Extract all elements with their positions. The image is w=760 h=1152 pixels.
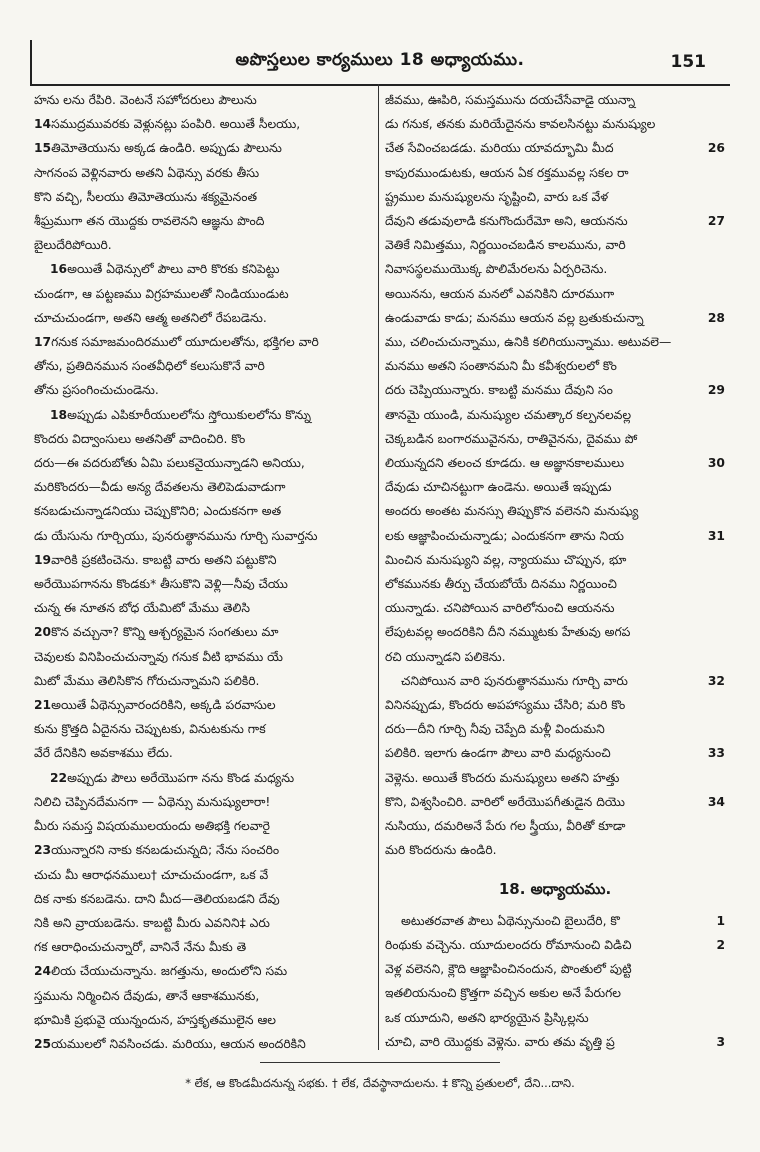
text-line [385,669,725,693]
verse-text: డు యేసును గూర్చియు, పునరుత్థానమును గూర్చి సువార్తను [34,528,318,543]
text-line [34,984,374,1008]
verse-number: 1 [716,913,725,928]
verse-text: వినినప్పుడు, కొందరు అపహాస్యము చేసిరి; మరి కొం [385,698,626,713]
text-line [34,209,374,233]
text-line [34,451,374,475]
verse-number: 32 [707,673,725,688]
text-line [34,233,374,257]
text-line [34,620,374,644]
text-line [34,814,374,838]
verse-number: 34 [707,794,725,809]
verse-text: అందరు అంతట మనస్సు తిప్పుకొన వలెనని మనుష్యు [385,504,639,519]
page-header [30,40,730,86]
verse-text: యములలో నివసించడు. మరియు, ఆయన అందరికిని [51,1036,306,1051]
text-line [34,112,374,136]
verse-text: నుసియు, దమరిఅనే పేరు గల స్త్రీయు, వీరితో కూడా [385,819,626,834]
text-line [34,354,374,378]
verse-text: జీవము, ఊపిరి, సమస్తమును దయచేసేవాడై యున్నా [385,93,636,107]
text-line [385,933,725,957]
verse-text: సాగనంప వెళ్లినవారు అతని ఏథెన్సు వరకు తీసు [34,165,260,180]
text-line [34,136,374,160]
text-line [385,620,725,644]
text-line [385,282,725,306]
verse-number: 25 [34,1036,52,1051]
verse-text: కాపురముండుటకు, ఆయన ఏక రక్తమువల్ల సకల రా [385,165,629,180]
text-line [385,427,725,451]
text-line [34,911,374,935]
verse-text: దిక నాకు కనబడెను. దాని మీద—తెలియబడని దేవు [34,891,280,906]
verse-text: వేరే దేనికిని అవకాశము లేదు. [34,746,173,761]
verse-text: మనము అతని సంతానమని మీ కవీశ్వరులలో కొం [385,359,617,374]
page-number: 151 [670,52,706,72]
verse-text: శీఘ్రముగా తన యొద్దకు రావలెనని ఆజ్ఞను పొంది [34,214,265,229]
text-line [34,282,374,306]
verse-number: 23 [34,843,52,858]
text-line [34,548,374,572]
text-line [34,790,374,814]
verse-text: ఇతలియనుంచి క్రొత్తగా వచ్చిన అకుల అనే పేరుగల [385,986,621,1001]
text-line [385,596,725,620]
text-line [385,257,725,281]
text-line [34,524,374,548]
text-line [385,403,725,427]
text-line [385,451,725,475]
text-line [34,693,374,717]
verse-text: తానమై యుండి, మనుష్యుల చమత్కార కల్పనలవల్ల [385,407,632,422]
text-line [34,427,374,451]
verse-number: 17 [34,335,52,350]
verse-text: భూమికి ప్రభువై యున్నందున, హస్తకృతములైన ఆల [34,1012,276,1027]
text-line [34,306,374,330]
text-line [385,209,725,233]
text-line [385,233,725,257]
verse-text: ఉండువాడు కాడు; మనము ఆయన వల్ల బ్రతుకుచున్నా [385,310,644,325]
verse-text: వెళ్లెను. అయితే కొందరు మనుష్యులు అతని హత్తు [385,770,620,785]
text-line [34,330,374,354]
verse-text: చుండగా, ఆ పట్టణము విగ్రహములతో నిండియుండుట [34,286,289,301]
verse-number: 14 [34,117,52,132]
verse-text: దేవుడు చూచినట్టుగా ఉండెను. అయితే ఇప్పుడు [385,480,612,495]
verse-text: వారికి ప్రకటించెను. కాబట్టి వారు అతని పట్టుకొని [51,552,277,567]
left-column [34,88,374,1056]
footnote: * లేక, ఆ కొండమీదనున్న సభకు. † లేక, దేవస్థానాదులను. ‡ కొన్ని ప్రతులలో, దేని...దాని. [185,1076,575,1090]
verse-text: ష్ట్రముల మనుష్యులను సృష్టించి, వారు ఒక వేళ [385,189,609,204]
verse-number: 19 [34,552,52,567]
chapter-heading: 18. అధ్యాయము. [498,879,612,898]
text-line [34,161,374,185]
verse-text: చెక్కబడిన బంగారమువైనను, రాతివైనను, దైవము పో [385,431,638,446]
verse-text: స్తమును నిర్మించిన దేవుడు, తానే ఆకాశమునకు, [34,988,260,1003]
text-line [385,161,725,185]
text-line [34,257,374,281]
verse-text: దరు—దీని గూర్చి నీవు చెప్పేది మళ్లీ విందుమని [385,722,605,737]
text-line [385,499,725,523]
verse-text: లోకమునకు తీర్పు చేయబోయే దినము నిర్ణయించి [385,577,617,592]
page-title: అపొస్తలుల కార్యములు 18 అధ్యాయము. [235,50,525,70]
verse-text: లియున్నదని తలంచ కూడదు. ఆ అజ్ఞానకాలములు [385,456,625,471]
verse-text: వెతికే నిమిత్తము, నిర్ణయించబడిన కాలమును, వారి [385,238,626,253]
verse-text: చూచుచుండగా, అతని ఆత్మ అతనిలో రేపబడెను. [34,310,267,325]
text-line [385,185,725,209]
text-line [34,766,374,790]
verse-text: అరేయొపగానను కొండకు* తీసుకొని వెళ్లి—నీవు చేయు [34,577,288,592]
text-line [34,378,374,402]
text-line [385,548,725,572]
verse-number: 18 [50,407,68,422]
verse-text: హను లను రేపిరి. వెంటనే సహోదరులు పౌలును [34,93,257,107]
verse-text: చూచి, వారి యొద్దకు వెళ్లెను. వారు తమ వృత్తి ప్ర [385,1034,615,1049]
verse-text: కొని వచ్చి, సీలయు తిమోతెయును శక్యమైనంత [34,189,258,204]
text-line [34,572,374,596]
text-line [385,981,725,1005]
text-line [385,112,725,136]
verse-text: గక ఆరాధించుచున్నారో, వానినే నేను మీకు తె [34,940,247,955]
verse-number: 31 [707,528,725,543]
verse-text: నిలిచి చెప్పినదేమనగా — ఏథెన్సు మనుష్యులారా! [34,794,271,809]
verse-text: అయితే ఏథెన్సువారందరికిని, అక్కడి పరవాసుల [51,698,276,713]
verse-text: అయినను, ఆయన మనలో ఎవనికిని దూరముగా [385,286,615,301]
text-line [385,378,725,402]
text-line [385,741,725,765]
chapter-text [385,909,725,1054]
text-line [385,766,725,790]
verse-text: అటుతరవాత పౌలు ఏథెన్సునుంచి బైలుదేరి, కొ [401,913,620,928]
verse-text: తోను, ప్రతిదినమున సంతవీధిలో కలుసుకొనే వారి [34,359,265,374]
text-line [385,136,725,160]
text-line [34,645,374,669]
verse-text: లియ చేయుచున్నాను. జగత్తును, అందులోని సమ [51,964,288,979]
text-line [34,959,374,983]
verse-text: మిటో మేము తెలిసికొన గోరుచున్నామని పలికిరి. [34,673,260,688]
text-line [34,1008,374,1032]
verse-text: కొని, విశ్వసించిరి. వారిలో అరేయొపగీతుడైన దియొ [385,794,625,809]
verse-text: మీరు సమస్త విషయములయందు అతిభక్తి గలవారై [34,819,270,834]
text-line [385,475,725,499]
verse-text: యున్నాడు. చనిపోయిన వారిలోనుంచి ఆయనను [385,601,615,616]
text-line [385,909,725,933]
verse-text: చుచు మీ ఆరాధనములు† చూచుచుండగా, ఒక వే [34,867,269,882]
verse-number: 26 [707,141,725,156]
verse-text: ఒక యూదుని, అతని భార్యయైన ప్రిస్కిల్లను [385,1010,589,1025]
verse-text: గనుక సమాజమందిరములో యూదులతోను, భక్తిగల వారి [51,335,319,350]
verse-text: డు గనుక, తనకు మరియేదైనను కావలసినట్టు మనుష్యుల [385,117,656,132]
text-line [385,330,725,354]
text-line [385,838,725,862]
text-line [385,957,725,981]
text-line [385,306,725,330]
verse-text: ము, చలించుచున్నాము, ఉనికి కలిగియున్నాము. అటువలె— [385,335,672,350]
verse-text: చెవులకు వినిపించుచున్నావు గనుక వీటి భావము యే [34,649,283,664]
verse-number: 15 [34,141,52,156]
text-line [34,596,374,620]
verse-text: బైలుదేరిపోయిరి. [34,238,112,253]
text-line [385,693,725,717]
right-column [385,88,725,1054]
right-column-text [385,88,725,863]
text-line [34,88,374,112]
verse-text: మించిన మనుష్యుని వల్ల, న్యాయము చొప్పున, భూ [385,552,627,567]
verse-text: తిమోతెయును అక్కడ ఉండిరి. అప్పుడు పౌలును [51,141,282,156]
text-line [385,88,725,112]
text-line [34,1032,374,1056]
verse-number: 3 [716,1034,725,1049]
text-line [385,524,725,548]
text-line [34,887,374,911]
text-line [34,838,374,862]
verse-number: 27 [707,214,725,229]
text-line [385,717,725,741]
text-line [385,354,725,378]
text-line [34,935,374,959]
verse-number: 21 [34,698,52,713]
verse-text: నికి అని వ్రాయబడెను. కాబట్టి మీరు ఎవనిని‡ ఎరు [34,915,270,930]
text-line [385,1006,725,1030]
verse-text: చేత సేవించబడడు. మరియు యావద్భూమి మీద [385,141,614,156]
verse-text: మరి కొందరును ఉండిరి. [385,843,497,858]
verse-text: సముద్రమువరకు వెళ్లునట్లు పంపిరి. అయితే సీలయు, [51,117,301,132]
verse-number: 24 [34,964,52,979]
text-line [34,741,374,765]
verse-text: దేవుని తడువులాడి కనుగొందురేమో అని, ఆయనను [385,214,628,229]
verse-number: 28 [707,310,725,325]
verse-text: అప్పుడు ఎపికూరీయులలోను స్తోయికులలోను కొన్ను [67,407,312,422]
text-line [34,669,374,693]
verse-number: 33 [707,746,725,761]
text-line [385,572,725,596]
column-divider [378,84,379,1050]
verse-text: తోను ప్రసంగించుచుండెను. [34,383,159,398]
verse-text: కొన వచ్చునా? కొన్ని ఆశ్చర్యమైన సంగతులు మా [51,625,279,640]
verse-text: కొందరు విద్వాంసులు అతనితో వాదించిరి. కొం [34,431,246,446]
verse-number: 22 [50,770,68,785]
verse-text: వెళ్ల వలెనని, క్లౌది ఆజ్ఞాపించినందున, పొంతులో పుట్టి [385,962,632,977]
verse-text: లేపుటవల్ల అందరికిని దీని నమ్ముటకు హేతువు అగప [385,625,631,640]
verse-text: చున్న ఈ నూతన బోధ యేమిటో మేము తెలిసి [34,601,251,616]
verse-text: నివాసస్థలముయొక్క పొలిమేరలను ఏర్పరిచెను. [385,262,608,277]
verse-number: 2 [716,937,725,952]
text-line [34,403,374,427]
verse-text: రచి యున్నాడని పలికెను. [385,649,506,664]
text-line [385,790,725,814]
verse-number: 30 [707,456,725,471]
verse-number: 20 [34,625,52,640]
verse-text: మరికొందరు—వీడు అన్య దేవతలను తెలిపెడువాడుగా [34,480,286,495]
verse-text: అప్పుడు పౌలు అరేయొపగా నను కొండ మధ్యను [67,770,295,785]
text-line [385,1030,725,1054]
verse-text: లకు ఆజ్ఞాపించుచున్నాడు; ఎందుకనగా తాను నియ [385,528,624,543]
text-line [34,475,374,499]
text-line [385,645,725,669]
verse-number: 16 [50,262,68,277]
verse-text: పలికిరి. ఇలాగు ఉండగా పౌలు వారి మధ్యనుంచి [385,746,611,761]
text-line [34,863,374,887]
verse-text: అయితే ఏథెన్సులో పౌలు వారి కొరకు కనిపెట్టు [67,262,280,277]
text-line [385,814,725,838]
verse-text: చనిపోయిన వారి పునరుత్థానమును గూర్చి వారు [401,673,628,688]
text-line [34,717,374,741]
verse-text: రింథుకు వచ్చెను. యూదులందరు రోమానుంచి విడిచి [385,937,632,952]
text-line [34,185,374,209]
verse-text: దరు చెప్పియున్నారు. కాబట్టి మనము దేవుని సం [385,383,613,398]
verse-text: యున్నారని నాకు కనబడుచున్నది; నేను సంచరిం [51,843,280,858]
text-line [34,499,374,523]
verse-text: దరు—ఈ వదరుబోతు ఏమి పలుకనైయున్నాడని అనియు, [34,456,305,471]
verse-text: కనబడుచున్నాడనియు చెప్పుకొనిరి; ఎందుకనగా అత [34,504,282,519]
footnote-rule [260,1062,500,1063]
verse-number: 29 [707,383,725,398]
verse-text: కును క్రొత్తది ఏదైనను చెప్పుటకు, వినుటకును గాక [34,722,266,737]
